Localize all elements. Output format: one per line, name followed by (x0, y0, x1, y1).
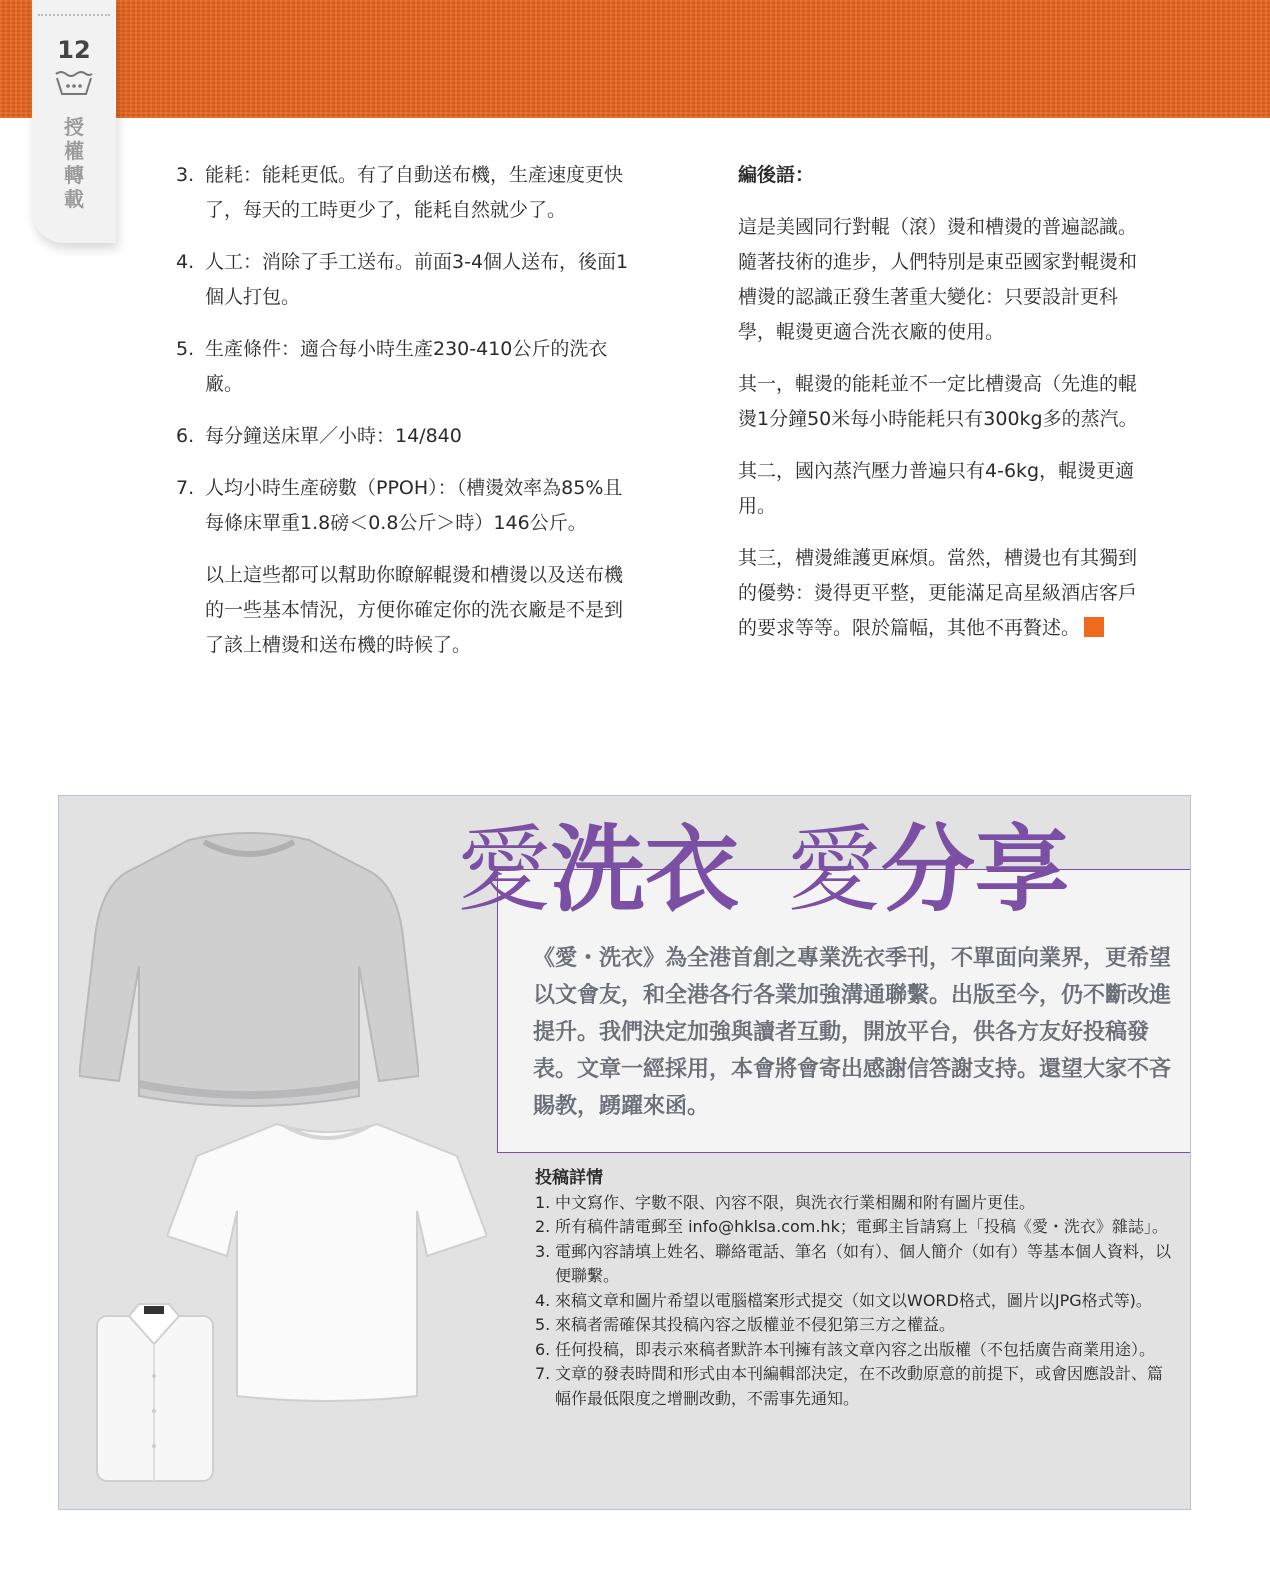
list-item (176, 332, 636, 402)
editor-paragraph-text: 其三，槽燙維護更麻煩。當然，槽燙也有其獨到的優勢：燙得更平整，更能滿足高星級酒店客戶的要求等等。限於篇幅，其他不再贅述。 (738, 547, 1138, 639)
details-text: 中文寫作、字數不限、內容不限，與洗衣行業相關和附有圖片更佳。 (555, 1192, 1036, 1212)
promo-title (457, 816, 1069, 926)
item-number: 3. (176, 164, 195, 186)
dress-shirt-image (89, 1296, 219, 1486)
editor-note-heading: 編後語： (738, 164, 815, 186)
details-text: 來稿者需確保其投稿內容之版權並不侵犯第三方之權益。 (555, 1315, 956, 1334)
editor-paragraph: 其一，輥燙的能耗並不一定比槽燙高（先進的輥燙1分鐘50米每小時能耗只有300kg多的蒸汽。 (738, 373, 1138, 430)
details-item (535, 1240, 1175, 1289)
details-item (535, 1338, 1175, 1363)
item-number: 6. (176, 425, 195, 447)
submission-promo-panel (58, 795, 1191, 1510)
item-text: 生產條件：適合每小時生產230-410公斤的洗衣廠。 (205, 338, 608, 395)
page-number: 12 (57, 36, 91, 64)
details-number: 6. (535, 1339, 551, 1359)
details-item (535, 1289, 1175, 1314)
item-number: 7. (176, 477, 195, 499)
sweatshirt-image (79, 826, 419, 1116)
item-text: 能耗：能耗更低。有了自動送布機，生產速度更快了，每天的工時更少了，能耗自然就少了。 (205, 164, 624, 221)
left-column (176, 158, 636, 663)
details-number: 2. (535, 1217, 551, 1236)
details-number: 5. (535, 1315, 551, 1334)
item-text: 每分鐘送床單／小時：14/840 (205, 425, 462, 447)
details-title: 投稿詳情 (535, 1168, 603, 1188)
promo-intro-text: 《愛・洗衣》為全港首創之專業洗衣季刊，不單面向業界，更希望以文會友，和全港各行各業加強溝通聯繫。出版至今，仍不斷改進提升。我們決定加強與讀者互動，開放平台，供各方友好投稿發表。文章一經採用，本會將會寄出感謝信答謝支持。還望大家不吝賜教，踴躍來函。 (533, 946, 1172, 1119)
details-text: 文章的發表時間和形式由本刊編輯部決定，在不改動原意的前提下，或會因應設計、篇幅作最低限度之增刪改動，不需事先通知。 (555, 1364, 1164, 1408)
list-item (176, 471, 636, 541)
item-text: 人工：消除了手工送布。前面3-4個人送布，後面1個人打包。 (205, 251, 629, 308)
list-item (176, 245, 636, 315)
details-item (535, 1362, 1175, 1411)
closing-paragraph: 以上這些都可以幫助你瞭解輥燙和槽燙以及送布機的一些基本情況，方便你確定你的洗衣廠是不是到了該上槽燙和送布機的時候了。 (205, 564, 624, 656)
section-label: 授權轉載 (64, 115, 84, 211)
title-word-love-2: 愛 (787, 816, 882, 925)
details-number: 1. (535, 1192, 551, 1212)
item-text: 人均小時生產磅數（PPOH）：（槽燙效率為85%且每條床單重1.8磅＜0.8公斤＞時）146公斤。 (205, 477, 623, 534)
list-item (176, 419, 636, 454)
details-text: 來稿文章和圖片希望以電腦檔案形式提交（如文以WORD格式，圖片以JPG格式等)。 (555, 1290, 1152, 1310)
details-text: 任何投稿，即表示來稿者默許本刊擁有該文章內容之出版權（不包括廣告商業用途）。 (555, 1339, 1156, 1359)
end-mark-icon (1084, 617, 1104, 637)
details-item (535, 1191, 1175, 1216)
details-text: 所有稿件請電郵至 info@hklsa.com.hk；電郵主旨請寫上「投稿《愛・洗衣》雜誌」。 (555, 1217, 1168, 1236)
details-item (535, 1313, 1175, 1338)
details-number: 7. (535, 1364, 551, 1383)
details-number: 4. (535, 1290, 551, 1310)
details-item (535, 1215, 1175, 1240)
stitch-decoration (38, 14, 110, 20)
editor-paragraph: 其二，國內蒸汽壓力普遍只有4-6kg，輥燙更適用。 (738, 460, 1135, 517)
right-column (738, 158, 1148, 663)
page-tab (32, 0, 116, 243)
submission-details (535, 1166, 1175, 1411)
title-word-love: 愛 (457, 816, 552, 925)
item-number: 5. (176, 338, 195, 360)
details-number: 3. (535, 1241, 551, 1261)
details-text: 電郵內容請填上姓名、聯絡電話、筆名（如有）、個人簡介（如有）等基本個人資料，以便聯繫。 (555, 1241, 1172, 1285)
item-number: 4. (176, 251, 195, 273)
wash-tub-icon (54, 70, 94, 96)
header-banner (0, 0, 1270, 118)
editor-paragraph: 這是美國同行對輥（滾）燙和槽燙的普遍認識。隨著技術的進步，人們特別是東亞國家對輥燙和槽燙的認識正發生著重大變化：只要設計更科學，輥燙更適合洗衣廠的使用。 (738, 216, 1138, 343)
title-word-sharing: 分享 (881, 816, 1070, 925)
list-item (176, 158, 636, 228)
editor-paragraph-last (738, 541, 1148, 646)
title-word-washing: 洗衣 (551, 816, 740, 925)
